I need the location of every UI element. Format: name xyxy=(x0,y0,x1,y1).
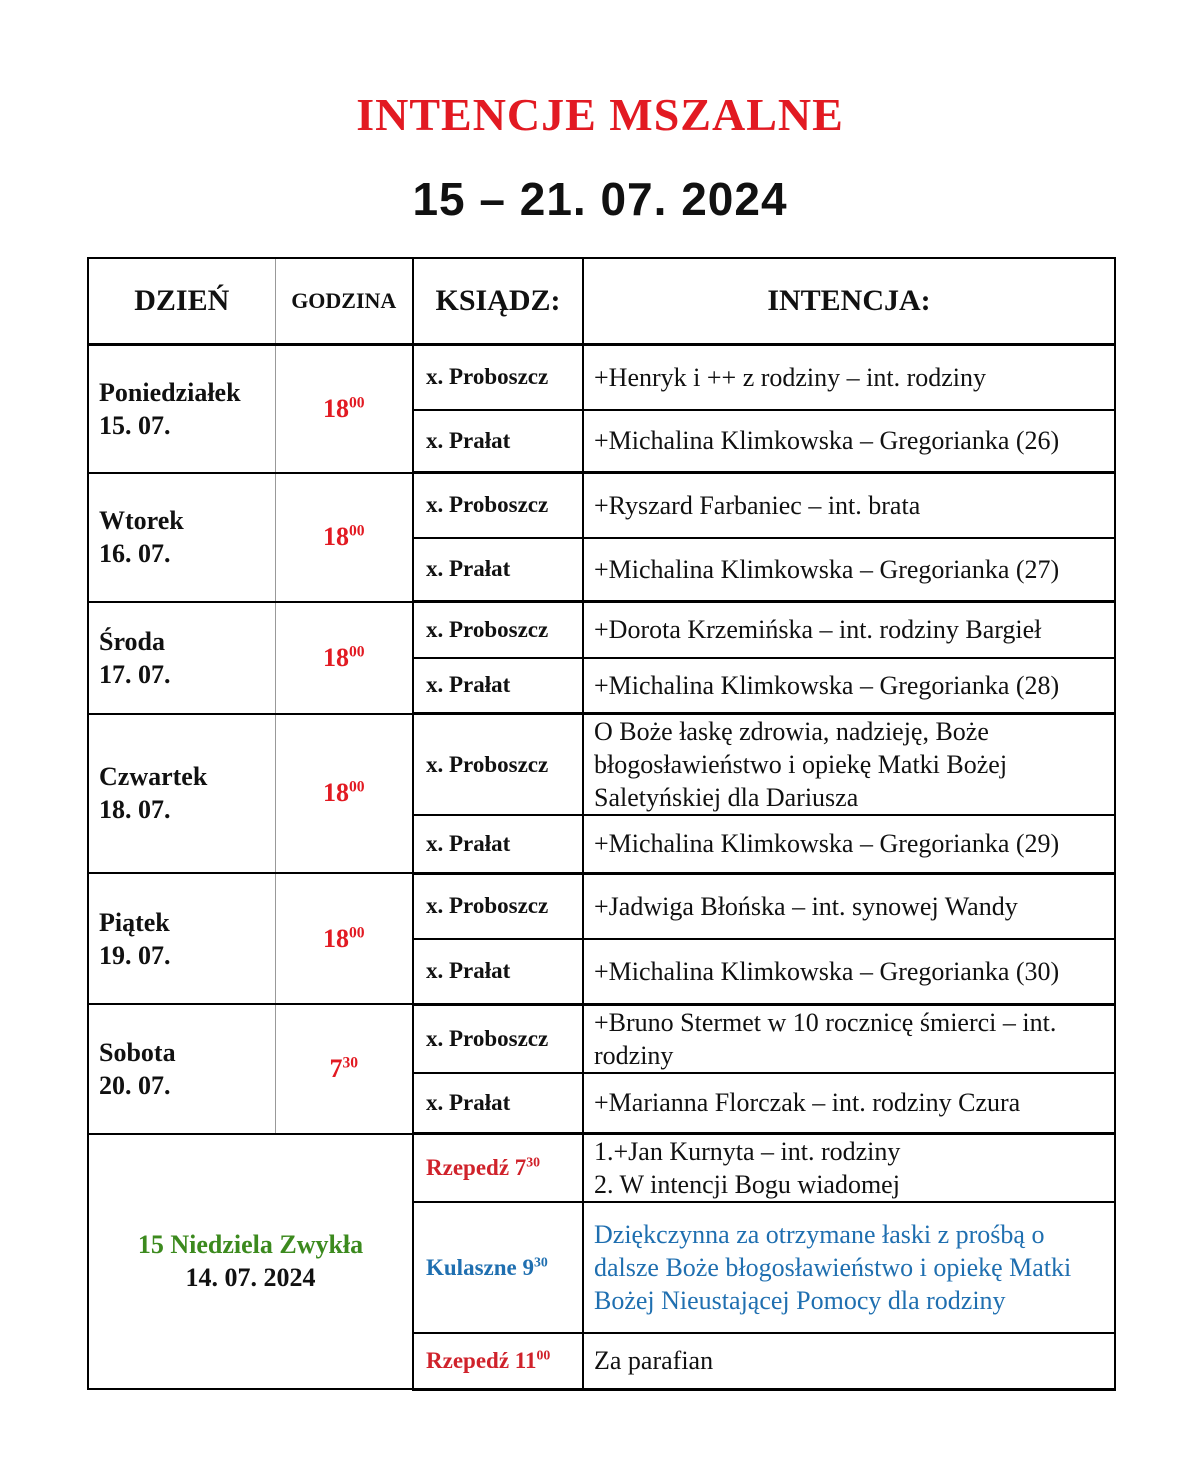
table-row xyxy=(88,602,1115,658)
page-title: INTENCJE MSZALNE xyxy=(356,89,844,140)
sunday-name: 15 Niedziela Zwykła xyxy=(137,1230,364,1260)
priest-cell: x. Proboszcz xyxy=(413,473,583,538)
column-header-hour: GODZINA xyxy=(275,258,413,345)
column-header-day: DZIEŃ xyxy=(88,258,275,345)
priest-cell: x. Prałat xyxy=(413,939,583,1004)
priest-cell: x. Proboszcz xyxy=(413,1004,583,1073)
table-row xyxy=(88,1134,1115,1203)
sunday-date: 14. 07. 2024 xyxy=(185,1263,316,1293)
intention-cell: +Ryszard Farbaniec – int. brata xyxy=(583,473,1115,538)
intentions-table xyxy=(87,257,1116,1391)
date-range: 15 – 21. 07. 2024 xyxy=(412,173,788,225)
intention-cell: +Michalina Klimkowska – Gregorianka (30) xyxy=(583,939,1115,1004)
intention-cell: +Michalina Klimkowska – Gregorianka (27) xyxy=(583,538,1115,602)
day-name: Poniedziałek xyxy=(99,377,241,407)
intention-cell: +Bruno Stermet w 10 rocznicę śmierci – int. rodziny xyxy=(583,1004,1115,1073)
column-header-priest: KSIĄDZ: xyxy=(413,258,583,345)
table-row xyxy=(88,345,1115,410)
day-date: 17. 07. xyxy=(99,659,171,689)
priest-cell: x. Prałat xyxy=(413,1073,583,1134)
intention-cell: Za parafian xyxy=(583,1333,1115,1389)
priest-cell: x. Prałat xyxy=(413,658,583,714)
mass-place-rzepedz: Rzepedź $7^{30}$ xyxy=(413,1134,583,1203)
header-row xyxy=(88,258,1115,345)
day-cell xyxy=(88,714,275,874)
table-row xyxy=(88,714,1115,816)
day-cell xyxy=(88,473,275,602)
day-name: Czwartek xyxy=(99,762,208,792)
intention-cell: +Henryk i ++ z rodziny – int. rodziny xyxy=(583,345,1115,410)
table-row xyxy=(88,473,1115,538)
priest-cell: x. Proboszcz xyxy=(413,714,583,816)
table-row xyxy=(88,1004,1115,1073)
day-name: Piątek xyxy=(99,907,170,937)
day-date: 15. 07. xyxy=(99,410,171,440)
day-name: Wtorek xyxy=(99,506,184,535)
intention-cell: +Marianna Florczak – int. rodziny Czura xyxy=(583,1073,1115,1134)
intention-cell: 1.+Jan Kurnyta – int. rodziny 2. W intencji Bogu wiadomej xyxy=(583,1134,1115,1203)
intention-cell: +Michalina Klimkowska – Gregorianka (28) xyxy=(583,658,1115,714)
sunday-cell xyxy=(88,1134,413,1390)
intention-cell: Dziękczynna za otrzymane łaski z prośbą o dalsze Boże błogosławieństwo i opiekę Matki Bożej Nieustającej Pomocy dla rodziny xyxy=(583,1202,1115,1333)
day-name: Środa xyxy=(99,626,165,656)
day-cell xyxy=(88,1004,275,1134)
day-cell xyxy=(88,345,275,473)
intention-cell: +Jadwiga Błońska – int. synowej Wandy xyxy=(583,873,1115,939)
day-date: 18. 07. xyxy=(99,795,171,825)
mass-place-rzepedz: Rzepedź $11^{00}$ xyxy=(413,1333,583,1389)
priest-cell: x. Proboszcz xyxy=(413,345,583,410)
day-cell xyxy=(88,602,275,714)
mass-hour: $18^{00}$ xyxy=(275,873,413,1004)
mass-hour: $18^{00}$ xyxy=(275,714,413,874)
table-row xyxy=(88,873,1115,939)
day-date: 20. 07. xyxy=(99,1070,171,1100)
column-header-intention: INTENCJA: xyxy=(583,258,1115,345)
mass-hour: $18^{00}$ xyxy=(275,473,413,602)
day-date: 16. 07. xyxy=(99,539,171,568)
mass-hour: $18^{00}$ xyxy=(275,602,413,714)
mass-hour: $18^{00}$ xyxy=(275,345,413,473)
priest-cell: x. Prałat xyxy=(413,410,583,473)
day-cell xyxy=(88,873,275,1004)
day-name: Sobota xyxy=(99,1037,176,1067)
priest-cell: x. Proboszcz xyxy=(413,602,583,658)
intention-cell: +Dorota Krzemińska – int. rodziny Bargieł xyxy=(583,602,1115,658)
mass-place-kulaszne: Kulaszne $9^{30}$ xyxy=(413,1202,583,1333)
priest-cell: x. Proboszcz xyxy=(413,873,583,939)
day-date: 19. 07. xyxy=(99,940,171,970)
intention-cell: +Michalina Klimkowska – Gregorianka (26) xyxy=(583,410,1115,473)
mass-hour: $7^{30}$ xyxy=(275,1004,413,1134)
intention-cell: +Michalina Klimkowska – Gregorianka (29) xyxy=(583,815,1115,873)
priest-cell: x. Prałat xyxy=(413,815,583,873)
intention-cell: O Boże łaskę zdrowia, nadzieję, Boże błogosławieństwo i opiekę Matki Bożej Saletyńskiej dla Dariusza xyxy=(583,714,1115,816)
priest-cell: x. Prałat xyxy=(413,538,583,602)
